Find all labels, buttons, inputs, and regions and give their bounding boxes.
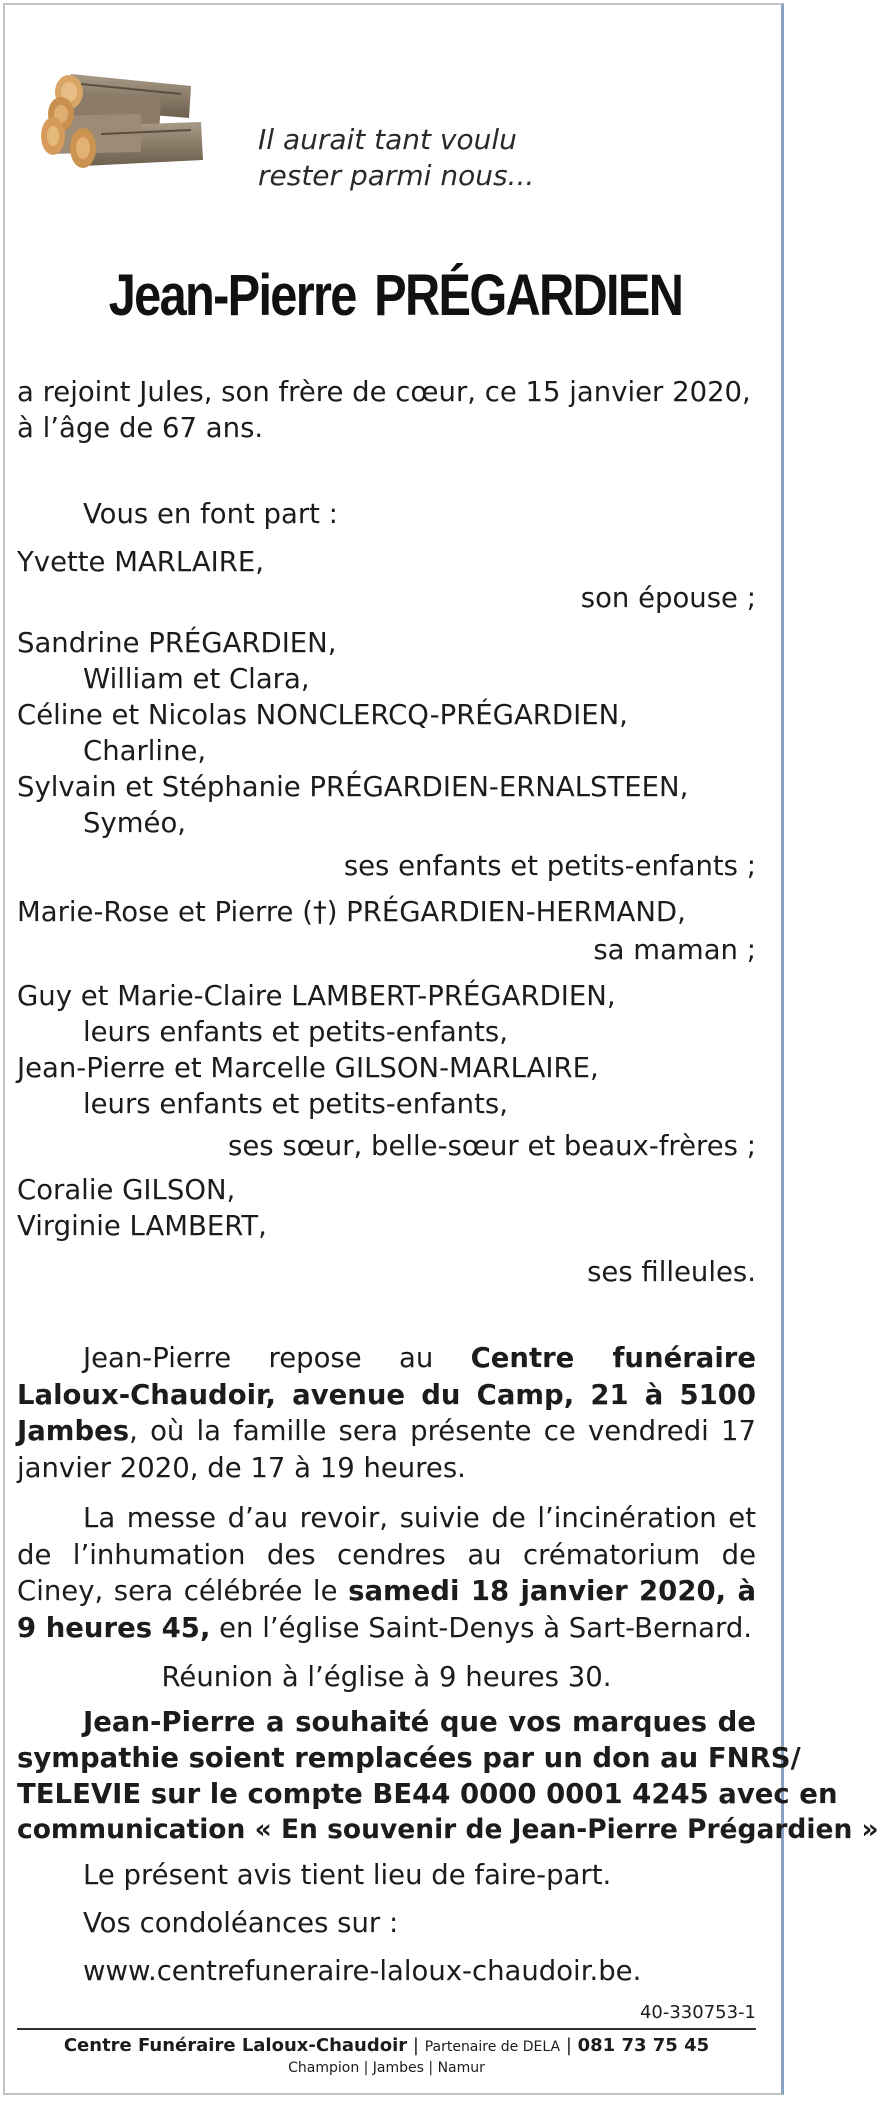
reunion-line: Réunion à l’église à 9 heures 30. — [161, 1661, 612, 1693]
footer: Centre Funéraire Laloux-Chaudoir | Partenaire de DELA | 081 73 75 45 — [63, 2035, 710, 2056]
first-name: Jean-Pierre — [108, 263, 356, 328]
family-line: Charline, — [83, 735, 207, 767]
footer-partner: Partenaire de DELA — [424, 2039, 561, 2055]
family-relation: ses sœur, belle-sœur et beaux-frères ; — [228, 1130, 756, 1162]
reference-number: 40-330753-1 — [639, 2002, 756, 2023]
intro-line: à l’âge de 67 ans. — [17, 412, 264, 444]
family-line: leurs enfants et petits-enfants, — [83, 1016, 508, 1048]
donation-line: TELEVIE sur le compte BE44 0000 0001 4245 avec en — [17, 1778, 838, 1810]
quote-line: Il aurait tant voulu — [258, 123, 517, 156]
family-line: William et Clara, — [83, 663, 310, 695]
family-line: Virginie LAMBERT, — [17, 1210, 267, 1242]
family-line: Yvette MARLAIRE, — [17, 546, 264, 578]
family-line: Marie-Rose et Pierre (†) PRÉGARDIEN-HERMAND, — [17, 896, 686, 928]
closing-line: Vos condoléances sur : — [83, 1907, 399, 1939]
mass-paragraph: La messe d’au revoir, suivie de l’incinération et de l’inhumation des cendres au crématorium de Ciney, sera célébrée le samedi 18 janvier 2020, à 9 heures 45, en l’église Saint-Denys à Sart-Bernard. — [17, 1502, 756, 1644]
donation-line: Jean-Pierre a souhaité que vos marques de — [83, 1706, 756, 1738]
donation-line: sympathie soient remplacées par un don au FNRS/ — [17, 1742, 801, 1774]
family-line: Sandrine PRÉGARDIEN, — [17, 627, 337, 659]
donation-line: communication « En souvenir de Jean-Pierre Prégardien » — [17, 1814, 879, 1845]
family-line: Coralie GILSON, — [17, 1174, 236, 1206]
family-relation: sa maman ; — [593, 934, 756, 966]
wood-logs-icon — [41, 56, 211, 186]
closing-line: Le présent avis tient lieu de faire-part. — [83, 1859, 612, 1891]
family-line: Céline et Nicolas NONCLERCQ-PRÉGARDIEN, — [17, 699, 628, 731]
announce-line: Vous en font part : — [83, 498, 338, 530]
family-line: Syméo, — [83, 807, 187, 839]
intro-line: a rejoint Jules, son frère de cœur, ce 15 janvier 2020, — [17, 376, 751, 408]
obituary-notice — [17, 0, 879, 2102]
funeral-home-address: Centre funéraire Laloux-Chaudoir, avenue du Camp, 21 à 5100 Jambes — [17, 1342, 756, 1447]
footer-locations: Champion | Jambes | Namur — [288, 2060, 485, 2076]
epitaph-quote — [258, 122, 534, 194]
family-line: leurs enfants et petits-enfants, — [83, 1088, 508, 1120]
last-name: PRÉGARDIEN — [374, 263, 683, 328]
family-relation: ses filleules. — [587, 1256, 756, 1288]
footer-phone: 081 73 75 45 — [577, 2035, 710, 2056]
family-line: Sylvain et Stéphanie PRÉGARDIEN-ERNALSTEEN, — [17, 771, 689, 803]
family-line: Guy et Marie-Claire LAMBERT-PRÉGARDIEN, — [17, 980, 616, 1012]
website-link[interactable]: www.centrefuneraire-laloux-chaudoir.be. — [83, 1955, 642, 1987]
repose-paragraph: Jean-Pierre repose au Centre funéraire Laloux-Chaudoir, avenue du Camp, 21 à 5100 Jambes, où la famille sera présente ce vendredi 17 janvier 2020, de 17 à 19 heures. — [17, 1342, 756, 1484]
family-line: Jean-Pierre et Marcelle GILSON-MARLAIRE, — [17, 1052, 599, 1084]
mass-date: samedi 18 janvier 2020, à 9 heures 45, — [17, 1575, 756, 1644]
quote-line: rester parmi nous... — [258, 159, 535, 192]
footer-divider — [17, 2028, 756, 2030]
family-relation: son épouse ; — [580, 582, 756, 614]
family-relation: ses enfants et petits-enfants ; — [343, 850, 756, 882]
deceased-name — [78, 262, 714, 329]
footer-company: Centre Funéraire Laloux-Chaudoir — [63, 2035, 408, 2056]
